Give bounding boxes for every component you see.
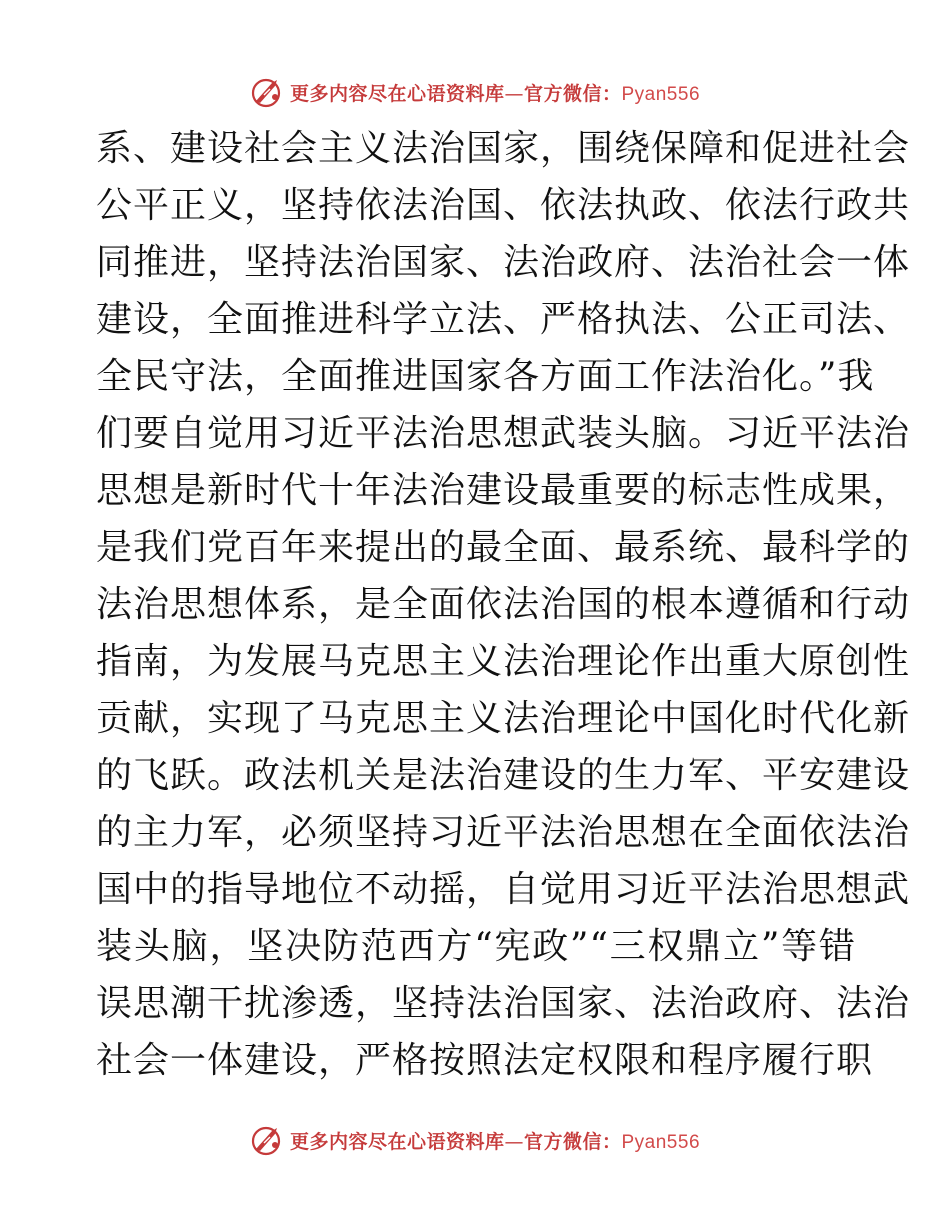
body-line-2: 公平正义，坚持依法治国、依法执政、依法行政共	[96, 185, 911, 226]
body-line-16: 误思潮干扰渗透，坚持法治国家、法治政府、法治	[96, 983, 911, 1024]
body-line-12: 的飞跃。政法机关是法治建设的生力军、平安建设	[96, 755, 911, 796]
body-line-10: 指南，为发展马克思主义法治理论作出重大原创性	[96, 641, 911, 682]
body-line-7: 思想是新时代十年法治建设最重要的标志性成果，	[96, 470, 911, 511]
footer-banner	[0, 1120, 950, 1160]
body-line-11: 贡献，实现了马克思主义法治理论中国化时代化新	[96, 698, 911, 739]
body-line-8: 是我们党百年来提出的最全面、最系统、最科学的	[96, 527, 911, 568]
body-line-3: 同推进，坚持法治国家、法治政府、法治社会一体	[96, 242, 911, 283]
body-line-1: 系、建设社会主义法治国家，围绕保障和促进社会	[96, 128, 911, 169]
body-line-6: 们要自觉用习近平法治思想武装头脑。习近平法治	[96, 413, 911, 454]
body-line-14: 国中的指导地位不动摇，自觉用习近平法治思想武	[96, 869, 911, 910]
header-banner-text: 更多内容尽在心语资料库—官方微信：Pyan556	[289, 82, 701, 105]
quill-logo-icon	[250, 75, 284, 109]
body-line-17: 社会一体建设，严格按照法定权限和程序履行职	[96, 1040, 874, 1081]
body-line-5: 全民守法，全面推进国家各方面工作法治化。”我	[96, 356, 875, 397]
header-banner	[0, 72, 950, 112]
document-body	[96, 120, 911, 1089]
body-line-9: 法治思想体系，是全面依法治国的根本遵循和行动	[96, 584, 911, 625]
footer-banner-text: 更多内容尽在心语资料库—官方微信：Pyan556	[289, 1130, 701, 1153]
body-line-4: 建设，全面推进科学立法、严格执法、公正司法、	[96, 299, 911, 340]
quill-logo-icon	[250, 1123, 284, 1157]
body-line-13: 的主力军，必须坚持习近平法治思想在全面依法治	[96, 812, 911, 853]
body-line-15: 装头脑，坚决防范西方“宪政”“三权鼎立”等错	[96, 926, 856, 967]
